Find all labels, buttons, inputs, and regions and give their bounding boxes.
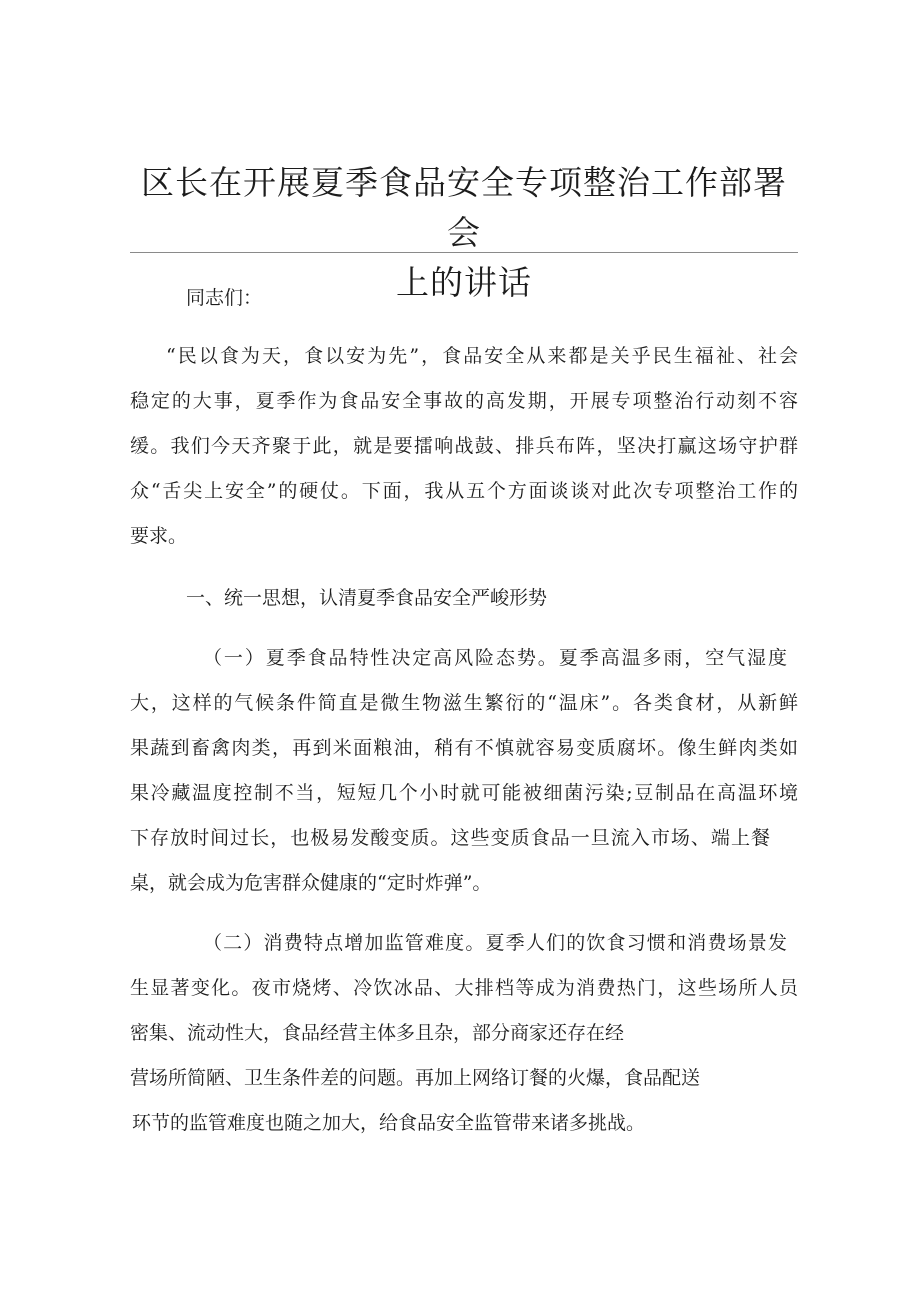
paragraph-line: 生显著变化。夜市烧烤、冷饮冰品、大排档等成为消费热门，这些场所人员 xyxy=(130,977,798,999)
paragraph-line: 营场所简陋、卫生条件差的问题。再加上网络订餐的火爆，食品配送 xyxy=(130,1067,701,1089)
title-underline xyxy=(130,252,798,253)
title-line-1: 区长在开展夏季食品安全专项整治工作部署会 xyxy=(141,163,787,252)
paragraph-line: 大，这样的气候条件简直是微生物滋生繁衍的“温床”。各类食材，从新鲜 xyxy=(130,692,798,714)
paragraph-line: 缓。我们今天齐聚于此，就是要擂响战鼓、排兵布阵，坚决打赢这场守护群 xyxy=(130,435,798,457)
paragraph-line: 环节的监管难度也随之加大，给食品安全监管带来诸多挑战。 xyxy=(132,1112,646,1134)
title-line-2: 上的讲话 xyxy=(396,263,532,302)
paragraph-line: （一）夏季食品特性决定高风险态势。夏季高温多雨，空气湿度 xyxy=(203,647,787,669)
paragraph-line: “民以食为天，食以安为先”，食品安全从来都是关乎民生福祉、社会 xyxy=(166,345,798,367)
paragraph-line: 要求。 xyxy=(130,525,188,547)
paragraph-line: 果蔬到畜禽肉类，再到米面粮油，稍有不慎就容易变质腐坏。像生鲜肉类如 xyxy=(130,737,798,759)
paragraph-line: 果冷藏温度控制不当，短短几个小时就可能被细菌污染;豆制品在高温环境 xyxy=(130,782,798,804)
paragraph-line: （二）消费特点增加监管难度。夏季人们的饮食习惯和消费场景发 xyxy=(203,932,787,954)
paragraph-line: 桌，就会成为危害群众健康的“定时炸弹”。 xyxy=(130,872,492,894)
paragraph-line: 下存放时间过长，也极易发酸变质。这些变质食品一旦流入市场、端上餐 xyxy=(130,827,770,849)
paragraph-line: 众“舌尖上安全”的硬仗。下面，我从五个方面谈谈对此次专项整治工作的 xyxy=(130,480,798,502)
salutation: 同志们： xyxy=(186,287,263,309)
section-heading: 一、统一思想，认清夏季食品安全严峻形势 xyxy=(186,587,548,609)
paragraph-line: 稳定的大事，夏季作为食品安全事故的高发期，开展专项整治行动刻不容 xyxy=(130,390,798,412)
paragraph-line: 密集、流动性大，食品经营主体多且杂，部分商家还存在经 xyxy=(130,1022,625,1044)
